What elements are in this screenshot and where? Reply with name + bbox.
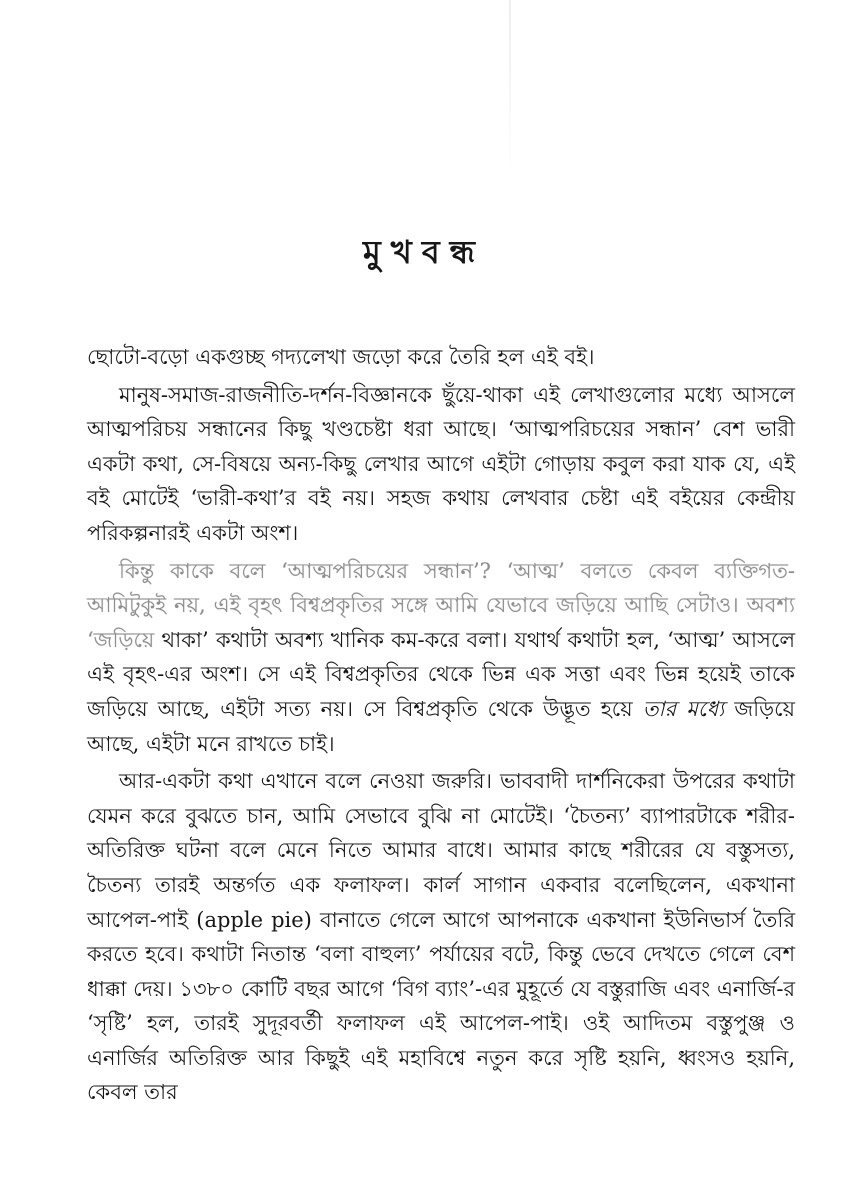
paragraph-3: [87, 554, 795, 762]
paragraph-3-faint-line-2: নয়, এই বৃহৎ বিশ্বপ্রকৃতির সঙ্গে আমি যেভাবে জড়িয়ে আছি সেটাও। অবশ্য ‘জড়িয়ে: [87, 593, 795, 652]
paragraph-3-emphasis: তার মধ্যে: [642, 696, 725, 721]
paragraph-3-faint-line-1: কিন্তু কাকে বলে ‘আত্মপরিচয়ের সন্ধান’? ‘আত্ম’ বলতে কেবল ব্যক্তিগত-আমিটুকুই: [87, 558, 795, 618]
paragraph-2: মানুষ-সমাজ-রাজনীতি-দর্শন-বিজ্ঞানকে ছুঁয়ে-থাকা এই লেখাগুলোর মধ্যে আসলে আত্মপরিচয় সন্ধানের কিছু খণ্ডচেষ্টা ধরা আছে। ‘আত্মপরিচয়ের সন্ধান’ বেশ ভারী একটা কথা, সে-বিষয়ে অন্য-কিছু লেখার আগে এইটা গোড়ায় কবুল করা যাক যে, এই বই মোটেই ‘ভারী-কথা’র বই নয়। সহজ কথায় লেখবার চেষ্টা এই বইয়ের কেন্দ্রীয় পরিকল্পনারই একটা অংশ।: [87, 382, 795, 545]
paragraph-1: ছোটো-বড়ো একগুচ্ছ গদ্যলেখা জড়ো করে তৈরি হল এই বই।: [87, 345, 595, 369]
page-title: মুখবন্ধ: [363, 233, 485, 271]
paragraph-3-text: থাকা’ কথাটা অবশ্য খানিক কম-করে বলা। যথার্থ কথাটা হল, ‘আত্ম’ আসলে এই বৃহৎ-এর অংশ। সে এই বিশ্বপ্রকৃতির থেকে ভিন্ন এক সত্তা এবং ভিন্ন হয়েই তাকে জড়িয়ে আছে, এইটা সত্য নয়। সে বিশ্বপ্রকৃতি থেকে উদ্ভূত হয়ে: [87, 627, 795, 721]
page-fold-shadow: [509, 0, 511, 175]
document-body: [87, 340, 795, 1110]
paragraph-3-text-end: জড়িয়ে আছে, এইটা মনে রাখতে চাই।: [87, 696, 795, 756]
paragraph-4: আর-একটা কথা এখানে বলে নেওয়া জরুরি। ভাববাদী দার্শনিকেরা উপরের কথাটা যেমন করে বুঝতে চান, আমি সেভাবে বুঝি না মোটেই। ‘চৈতন্য’ ব্যাপারটাকে শরীর-অতিরিক্ত ঘটনা বলে মেনে নিতে আমার বাধে। আমার কাছে শরীরের যে বস্তুসত্য, চৈতন্য তারই অন্তর্গত এক ফলাফল। কার্ল সাগান একবার বলেছিলেন, একখানা আপেল-পাই (apple pie) বানাতে গেলে আগে আপনাকে একখানা ইউনিভার্স তৈরি করতে হবে। কথাটা নিতান্ত ‘বলা বাহুল্য’ পর্যায়ের বটে, কিন্তু ভেবে দেখতে গেলে বেশ ধাক্কা দেয়। ১৩৮০ কোটি বছর আগে ‘বিগ ব্যাং’-এর মুহূর্তে যে বস্তুরাজি এবং এনার্জি-র ‘সৃষ্টি’ হল, তারই সুদূরবর্তী ফলাফল এই আপেল-পাই। ওই আদিতম বস্তুপুঞ্জ ও এনার্জির অতিরিক্ত আর কিছুই এই মহাবিশ্বে নতুন করে সৃষ্টি হয়নি, ধ্বংসও হয়নি, কেবল তার: [87, 769, 795, 1105]
